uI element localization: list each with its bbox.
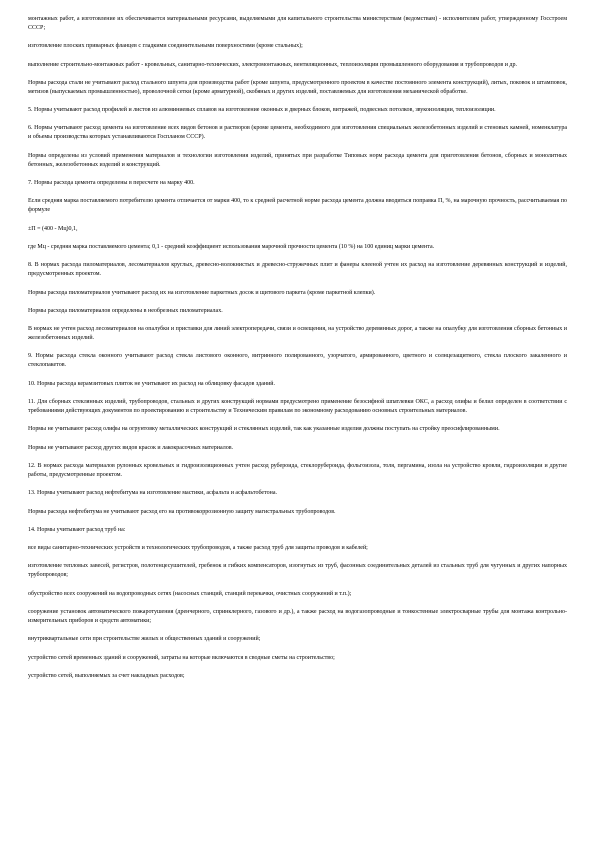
- paragraph: В нормах не учтен расход лесоматериалов на опалубки и приставки для линий электропередачи, связи и освещения, на устройство деревянных дорог, а также на опалубку для изготовления сборных бетонных и железобетонных изделий.: [28, 326, 567, 342]
- paragraph: Нормы расхода нефтебитума не учитывают расход его на противокоррозионную защиту магистральных трубопроводов.: [28, 508, 336, 515]
- formula: ±П = (400 - Мц)0,1,: [28, 225, 78, 232]
- paragraph: Нормы расхода пиломатериалов учитывают расход их на изготовление паркетных досок и щитового паркета (кроме паркетной клепки).: [28, 289, 376, 296]
- paragraph: 10. Нормы расхода керамзитовых плиток не учитывают их расход на облицовку фасадов зданий.: [28, 380, 275, 387]
- paragraph: Нормы не учитывают расход олифы на огрунтовку металлических конструкций и стеклянных изделий, так как указанные изделия должны поступать на стройку преосифлированными.: [28, 426, 500, 433]
- paragraph: 6. Нормы учитывают расход цемента на изготовление всех видов бетонов и растворов (кроме цемента, необходимого для изготовления специальных железобетонных изделий и стеновых камней, номенклатура и объемы производства которых устанавливаются Госпланом СССР).: [28, 125, 567, 141]
- paragraph: сооружение установок автоматического пожаротушения (дренчерного, спринклерного, газового и др.), а также расход на водогазопроводные и тонкостенные электросварные трубы для монтажа контрольно-измерительных приборов и средств автоматики;: [28, 609, 567, 625]
- paragraph: Если средняя марка поставляемого потребителю цемента отличается от марки 400, то к средней расчетной норме расхода цемента должна вводиться поправка П, %, на марочную прочность, рассчитываемая по формуле: [28, 198, 567, 214]
- paragraph: изготовление тепловых завесей, регистров, полотенцесушителей, гребенок и гибких компенсаторов, изогнутых из труб, фасонных соединительных деталей из стальных труб для чугунных и других напорных трубопроводов;: [28, 563, 567, 579]
- paragraph: все виды санитарно-технических устройств и технологических трубопроводов, а также расход труб для защиты проводов и кабелей;: [28, 545, 368, 552]
- paragraph: выполнение строительно-монтажных работ - кровельных, санитарно-технических, электромонтажных, вентиляционных, теплоизоляции промышленного оборудования и трубопроводов и др.: [28, 61, 517, 68]
- paragraph: 9. Нормы расхода стекла оконного учитывают расход стекла листового оконного, витринного полированного, узорчатого, армированного, цветного и солнцезащитного, стекла плоского закаленного и стеклопакетов.: [28, 353, 567, 369]
- paragraph: Нормы расхода стали не учитывают расход стального шпунта для производства работ (кроме шпунта, предусмотренного проектом в качестве постоянного элемента конструкций), литых, поковок и штамповок, метизов (выпускаемых промышленностью), проволочной сетки (кроме арматурной), скобяных и других изделий, поставляемых для изготовления механической обработке.: [28, 79, 567, 95]
- paragraph: 8. В нормах расхода пиломатериалов, лесоматериалов круглых, древесно-волокнистых и древесно-стружечных плит и фанеры клееной учтен их расход на изготовление деревянных конструкций и изделий, предусмотренных проектом.: [28, 262, 567, 278]
- paragraph: 12. В нормах расхода материалов рулонных кровельных и гидроизоляционных учтен расход рубероида, стеклорубероида, фольгоизола, толя, пергамина, изола на устройство кровли, гидроизоляции и другие работы, предусмотренные проектом.: [28, 462, 567, 478]
- paragraph: Нормы определены из условий применения материалов и технологии изготовления изделий, принятых при разработке Типовых норм расхода цемента для приготовления бетонов, сборных и монолитных бетонных, железобетонных изделий и конструкций.: [28, 152, 567, 168]
- paragraph: монтажных работ, а изготовление их обеспечивается материальными ресурсами, выделяемыми для капитального строительства министерствам (ведомствам) - исполнителям работ, утвержденному Госстроем СССР;: [28, 16, 567, 31]
- paragraph: Нормы не учитывают расход других видов красок и лакокрасочных материалов.: [28, 444, 234, 451]
- paragraph: изготовление плоских приварных фланцев с гладкими соединительными поверхностями (кроме стальных);: [28, 43, 303, 50]
- paragraph: обустройство всех сооружений на водопроводных сетях (насосных станций, станций перекачки, очистных сооружений и т.п.);: [28, 590, 352, 597]
- paragraph: устройство сетей, выполняемых за счет накладных расходов;: [28, 672, 185, 679]
- paragraph: 7. Нормы расхода цемента определены в пересчете на марку 400.: [28, 180, 195, 187]
- paragraph: 11. Для сборных стеклянных изделий, трубопроводов, стальных и других конструкций нормами предусмотрено применение безосифной шпатлевки ОКС, а расход олифы и белил определен в соответствии с требованиями действующих документов по проектированию и строительству и Техническим правилам по экономному расходованию основных строительных материалов.: [28, 399, 567, 415]
- paragraph: внутриквартальные сети при строительстве жилых и общественных зданий и сооружений;: [28, 636, 261, 643]
- paragraph: 14. Нормы учитывают расход труб на:: [28, 526, 126, 533]
- paragraph: 5. Нормы учитывают расход профилей и листов из алюминиевых сплавов на изготовление оконных и дверных блоков, витражей, подвесных потолков, звукоизоляции, теплоизоляции.: [28, 107, 496, 114]
- paragraph: где Мц - средняя марка поставляемого цемента; 0,1 - средний коэффициент использования марочной прочности цемента (10 %) на 100 единиц марки цемента.: [28, 243, 435, 250]
- paragraph: Нормы расхода пиломатериалов определены в необрезных пиломатериалах.: [28, 307, 223, 314]
- paragraph: устройство сетей временных зданий и сооружений, затраты на которые включаются в сводные сметы на строительство;: [28, 654, 335, 661]
- paragraph: 13. Нормы учитывают расход нефтебитума на изготовление мастики, асфальта и асфальтобетона.: [28, 490, 278, 497]
